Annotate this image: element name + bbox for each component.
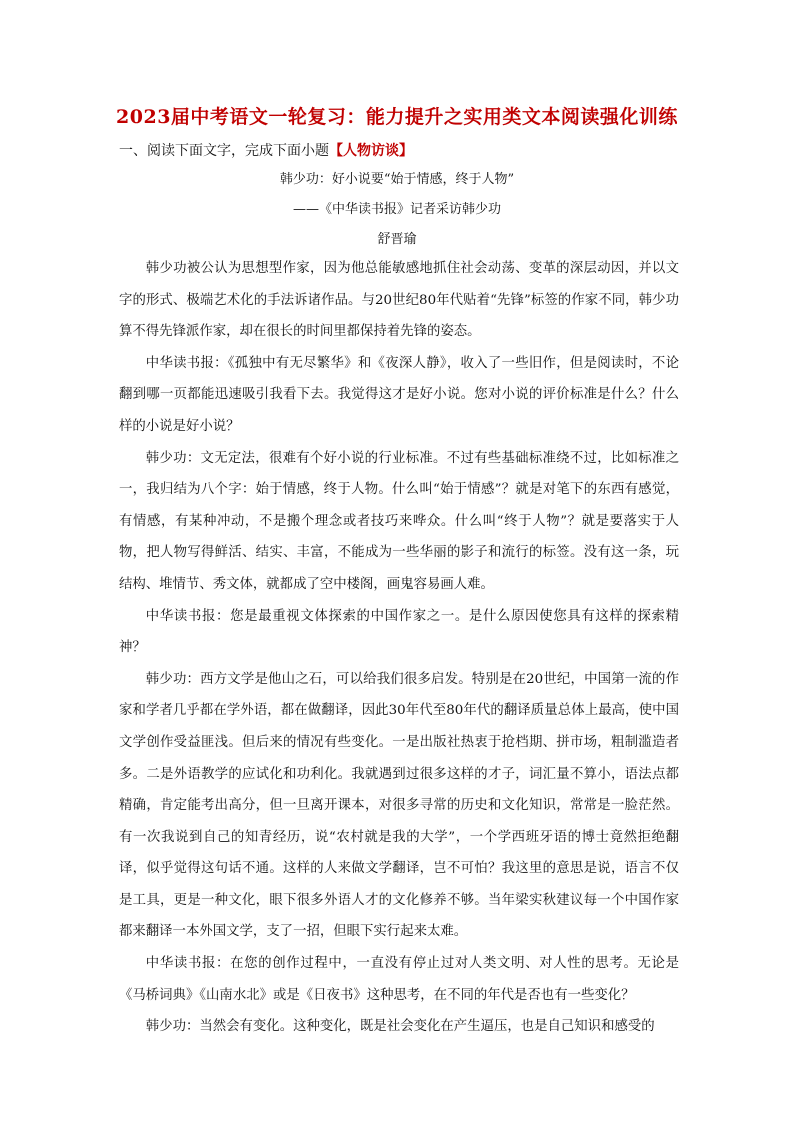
paragraph: 韩少功：文无定法，很难有个好小说的行业标准。不过有些基础标准绕不过，比如标准之一，我归结为八个字：始于情感，终于人物。什么叫“始于情感”？就是对笔下的东西有感觉，有情感，有某种冲动，不是搬个理念或者技巧来哗众。什么叫“终于人物”？就是要落实于人物，把人物写得鲜活、结实、丰富，不能成为一些华丽的影子和流行的标签。没有这一条，玩结构、堆情节、秀文体，就都成了空中楼阁，画鬼容易画人难。 xyxy=(119,450,679,592)
question-tag: 【人物访谈】 xyxy=(329,143,413,159)
article-subtitle: ——《中华读书报》记者采访韩少功 xyxy=(292,202,501,217)
paragraph: 韩少功被公认为思想型作家，因为他总能敏感地抓住社会动荡、变革的深层动因，并以文字的形式、极端艺术化的手法诉诸作品。与20世纪80年代贴着“先锋”标签的作家不同，韩少功算不得先锋派作家，却在很长的时间里都保持着先锋的姿态。 xyxy=(119,261,679,340)
question-line xyxy=(119,140,413,160)
paragraph: 韩少功：西方文学是他山之石，可以给我们很多启发。特别是在20世纪，中国第一流的作家和学者几乎都在学外语，都在做翻译，因此30年代至80年代的翻译质量总体上最高，使中国文学创作受益匪浅。但后来的情况有些变化。一是出版社热衷于抢档期、拼市场，粗制滥造者多。二是外语教学的应试化和功利化。我就遇到过很多这样的才子，词汇量不算小，语法点都精确，肯定能考出高分，但一旦离开课本，对很多寻常的历史和文化知识，常常是一脸茫然。有一次我说到自己的知青经历，说“农村就是我的大学”，一个学西班牙语的博士竟然拒绝翻译，似乎觉得这句话不通。这样的人来做文学翻译，岂不可怕？我这里的意思是说，语言不仅是工具，更是一种文化，眼下很多外语人才的文化修养不够。当年梁实秋建议每一个中国作家都来翻译一本外国文学，支了一招，但眼下实行起来太难。 xyxy=(119,671,679,940)
article-author: 舒晋瑜 xyxy=(377,232,417,247)
paragraph: 中华读书报：《孤独中有无尽繁华》和《夜深人静》，收入了一些旧作，但是阅读时，不论翻到哪一页都能迅速吸引我看下去。我觉得这才是好小说。您对小说的评价标准是什么？什么样的小说是好小说？ xyxy=(119,355,679,434)
paragraph: 中华读书报：在您的创作过程中，一直没有停止过对人类文明、对人性的思考。无论是《马桥词典》《山南水北》或是《日夜书》这种思考，在不同的年代是否也有一些变化？ xyxy=(119,956,679,1003)
question-prefix: 一、阅读下面文字，完成下面小题 xyxy=(119,143,329,159)
article-body xyxy=(119,253,679,1043)
document-title: 2023届中考语文一轮复习：能力提升之实用类文本阅读强化训练 xyxy=(116,106,678,128)
paragraph: 中华读书报：您是最重视文体探索的中国作家之一。是什么原因使您具有这样的探索精神？ xyxy=(119,608,679,656)
paragraph: 韩少功：当然会有变化。这种变化，既是社会变化在产生逼压，也是自己知识和感受的 xyxy=(145,1019,655,1035)
article-title: 韩少功：好小说要“始于情感，终于人物” xyxy=(279,172,515,187)
